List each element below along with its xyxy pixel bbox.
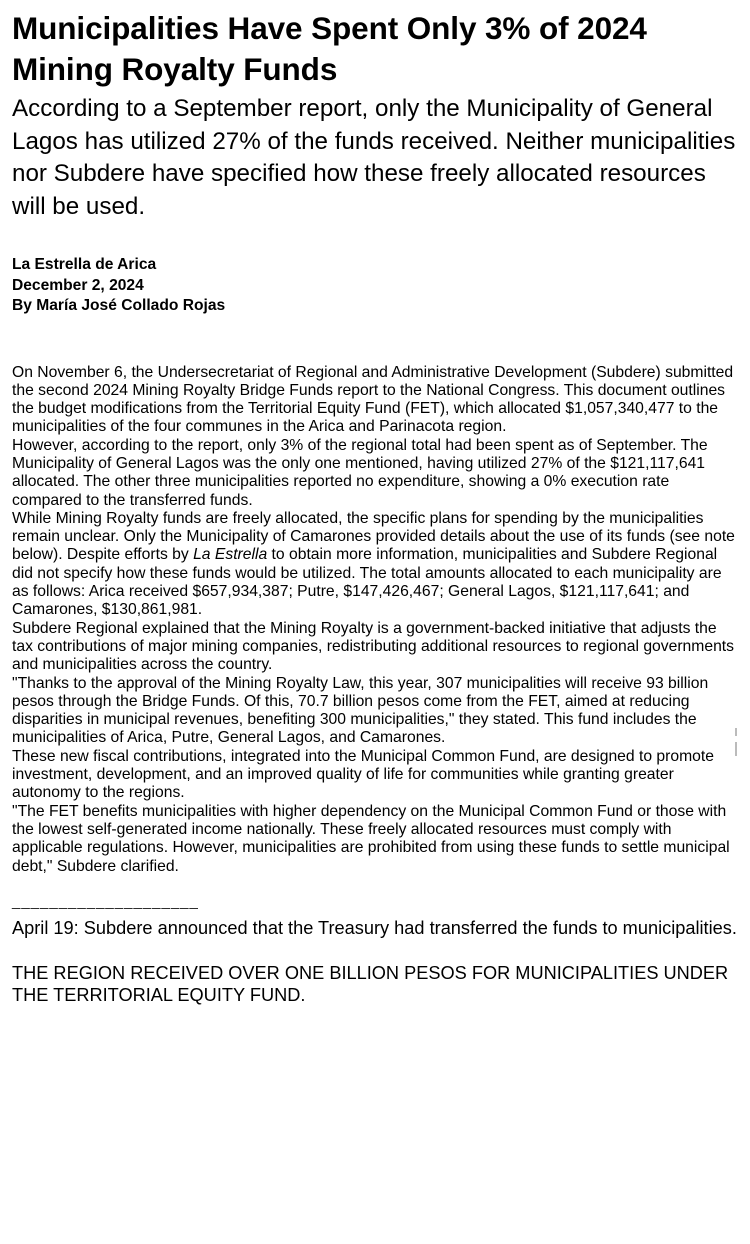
byline: By María José Collado Rojas [12,297,226,314]
publish-date: December 2, 2024 [12,276,144,294]
article-title: Municipalities Have Spent Only 3% of 2024 Mining Royalty Funds [12,10,647,87]
paragraph-text: While Mining Royalty funds are freely allocated, the specific plans for spending by the municipalities remain unclear. Only the Municipality of Camarones provided details about the use of its funds (see note below). Despite efforts by [12,509,735,564]
paragraph: On November 6, the Undersecretariat of Regional and Administrative Development (Subdere) submitted the second 2024 Mining Royalty Bridge Funds report to the National Congress. This document outlines the budget modifications from the Territorial Equity Fund (FET), which allocated $1,057,340,477 to the municipalities of the four communes in the Arica and Parinacota region. [12,363,734,436]
spacer [12,939,738,962]
article-subtitle: According to a September report, only the Municipality of General Lagos has utilized 27% of the funds received. Neither municipalities nor Subdere have specified how these freely allocated resources will be used. [12,95,736,220]
footnote-line: April 19: Subdere announced that the Treasury had transferred the funds to municipalities. [12,917,737,938]
paragraph: "The FET benefits municipalities with higher dependency on the Municipal Common Fund or those with the lowest self-generated income nationally. These freely allocated resources must comply with applicable regulations. However, municipalities are prohibited from using these funds to settle municipal debt," Subdere clarified. [12,802,730,875]
footnote [12,917,738,1007]
paragraph: These new fiscal contributions, integrated into the Municipal Common Fund, are designed to promote investment, development, and an improved quality of life for communities while granting greater autonomy to the regions. [12,747,714,802]
paragraph: Subdere Regional explained that the Mining Royalty is a government-backed initiative that adjusts the tax contributions of major mining companies, redistributing additional resources to regional governments and municipalities across the country. [12,619,735,674]
edge-mark [735,742,737,756]
divider: ____________________ [12,892,199,910]
source-name: La Estrella de Arica [12,256,157,273]
paragraph: "Thanks to the approval of the Mining Royalty Law, this year, 307 municipalities will receive 93 billion pesos through the Bridge Funds. Of this, 70.7 billion pesos come from the FET, aimed at reducing disparities in municipal revenues, benefiting 300 municipalities," they stated. This fund includes the municipalities of Arica, Putre, General Lagos, and Camarones. [12,674,709,747]
footnote-headline: THE REGION RECEIVED OVER ONE BILLION PESOS FOR MUNICIPALITIES UNDER THE TERRITORIAL EQUITY FUND. [12,962,729,1006]
edge-mark [735,728,737,736]
paragraph [12,510,738,620]
article-meta [12,255,738,317]
article [12,8,738,1007]
article-body [12,364,738,876]
paragraph: However, according to the report, only 3% of the regional total had been spent as of September. The Municipality of General Lagos was the only one mentioned, having utilized 27% of the $121,117,641 allocated. The other three municipalities reported no expenditure, showing a 0% execution rate compared to the transferred funds. [12,436,708,509]
publication-name: La Estrella [193,546,268,564]
paragraph-text: to obtain more information, municipalities and Subdere Regional did not specify how these funds would be utilized. The total amounts allocated to each municipality are as follows: Arica received $657,934,387; Putre, $147,426,467; General Lagos, $121,117,641; and Camarones, $130,861,981. [12,546,722,619]
